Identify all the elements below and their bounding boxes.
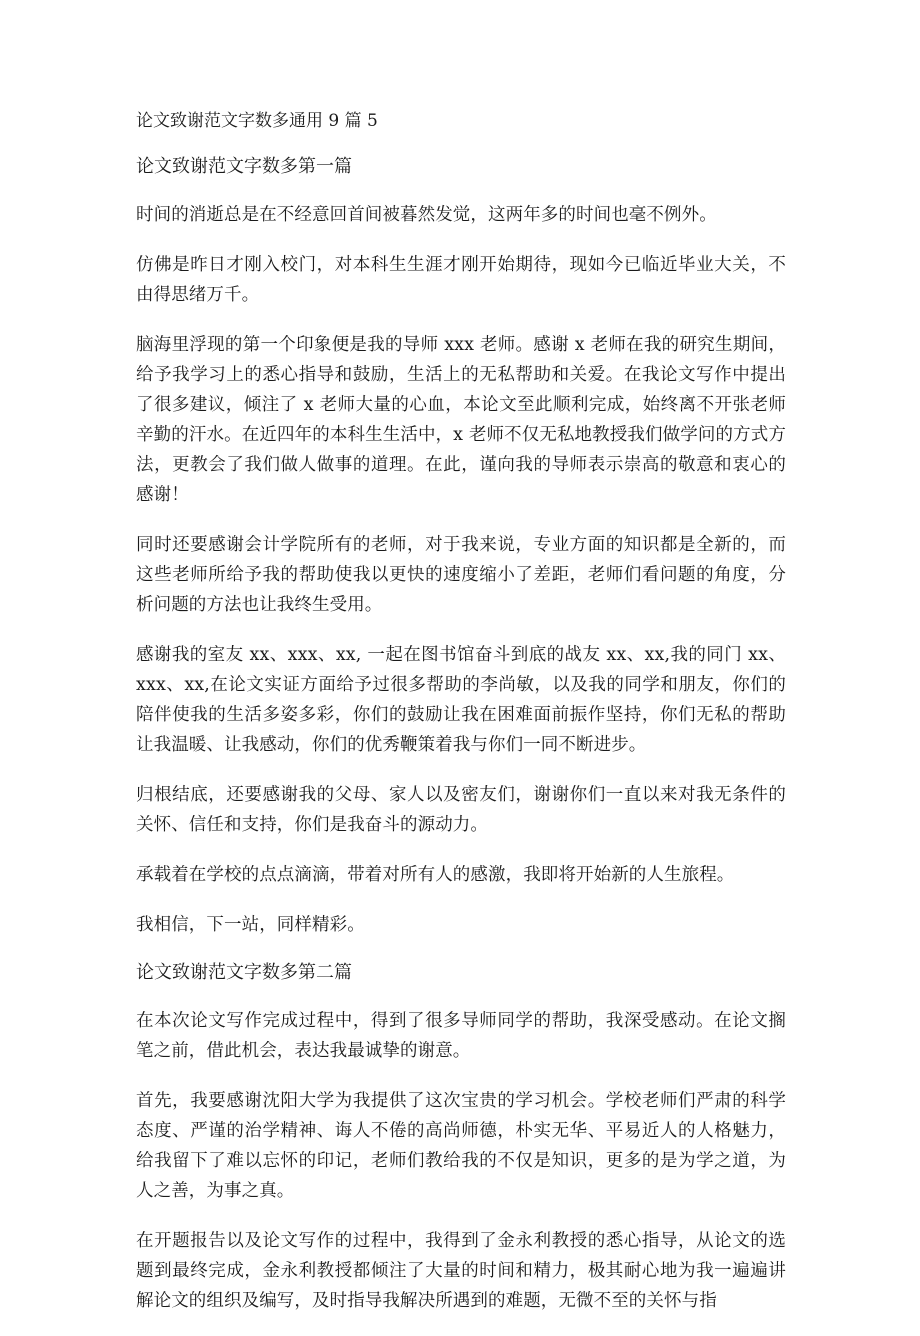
paragraph: 时间的消逝总是在不经意回首间被暮然发觉，这两年多的时间也毫不例外。 [136, 205, 717, 225]
paragraph: 仿佛是昨日才刚入校门，对本科生生涯才刚开始期待，现如今已临近毕业大关，不由得思绪万千。 [136, 255, 786, 305]
paragraph: 在本次论文写作完成过程中，得到了很多导师同学的帮助，我深受感动。在论文搁笔之前，借此机会，表达我最诚挚的谢意。 [136, 1011, 786, 1061]
paragraph: 承载着在学校的点点滴滴，带着对所有人的感激，我即将开始新的人生旅程。 [136, 865, 735, 885]
paragraph: 脑海里浮现的第一个印象便是我的导师 xxx 老师。感谢 x 老师在我的研究生期间，给予我学习上的悉心指导和鼓励，生活上的无私帮助和关爱。在我论文写作中提出了很多建议，倾注了 x 老师大量的心血，本论文至此顺利完成，始终离不开张老师辛勤的汗水。在近四年的本科生生活中，x 老师不仅无私地教授我们做学问的方式方法，更教会了我们做人做事的道理。在此，谨向我的导师表示崇高的敬意和衷心的感谢！ [136, 335, 786, 505]
section-heading: 论文致谢范文字数多第二篇 [136, 962, 352, 983]
paragraph: 首先，我要感谢沈阳大学为我提供了这次宝贵的学习机会。学校老师们严肃的科学态度、严谨的治学精神、诲人不倦的高尚师德，朴实无华、平易近人的人格魅力，给我留下了难以忘怀的印记，老师们教给我的不仅是知识，更多的是为学之道，为人之善，为事之真。 [136, 1091, 786, 1201]
section-heading: 论文致谢范文字数多第一篇 [136, 156, 352, 177]
section-first [136, 154, 786, 940]
document-title: 论文致谢范文字数多通用 9 篇 5 [136, 111, 378, 131]
paragraph: 感谢我的室友 xx、xxx、xx, 一起在图书馆奋斗到底的战友 xx、xx,我的同门 xx、xxx、xx,在论文实证方面给予过很多帮助的李尚敏，以及我的同学和朋友，你们的陪伴使我的生活多姿多彩，你们的鼓励让我在困难面前振作坚持，你们无私的帮助让我温暖、让我感动，你们的优秀鞭策着我与你们一同不断进步。 [136, 645, 786, 755]
section-second [136, 960, 786, 1316]
paragraph: 归根结底，还要感谢我的父母、家人以及密友们，谢谢你们一直以来对我无条件的关怀、信任和支持，你们是我奋斗的源动力。 [136, 785, 786, 835]
paragraph: 我相信，下一站，同样精彩。 [136, 915, 365, 935]
document-body [136, 108, 786, 1336]
paragraph: 同时还要感谢会计学院所有的老师，对于我来说，专业方面的知识都是全新的，而这些老师所给予我的帮助使我以更快的速度缩小了差距，老师们看问题的角度，分析问题的方法也让我终生受用。 [136, 535, 786, 615]
paragraph: 在开题报告以及论文写作的过程中，我得到了金永利教授的悉心指导，从论文的选题到最终完成，金永利教授都倾注了大量的时间和精力，极其耐心地为我一遍遍讲解论文的组织及编写，及时指导我解决所遇到的难题，无微不至的关怀与指 [136, 1231, 786, 1311]
